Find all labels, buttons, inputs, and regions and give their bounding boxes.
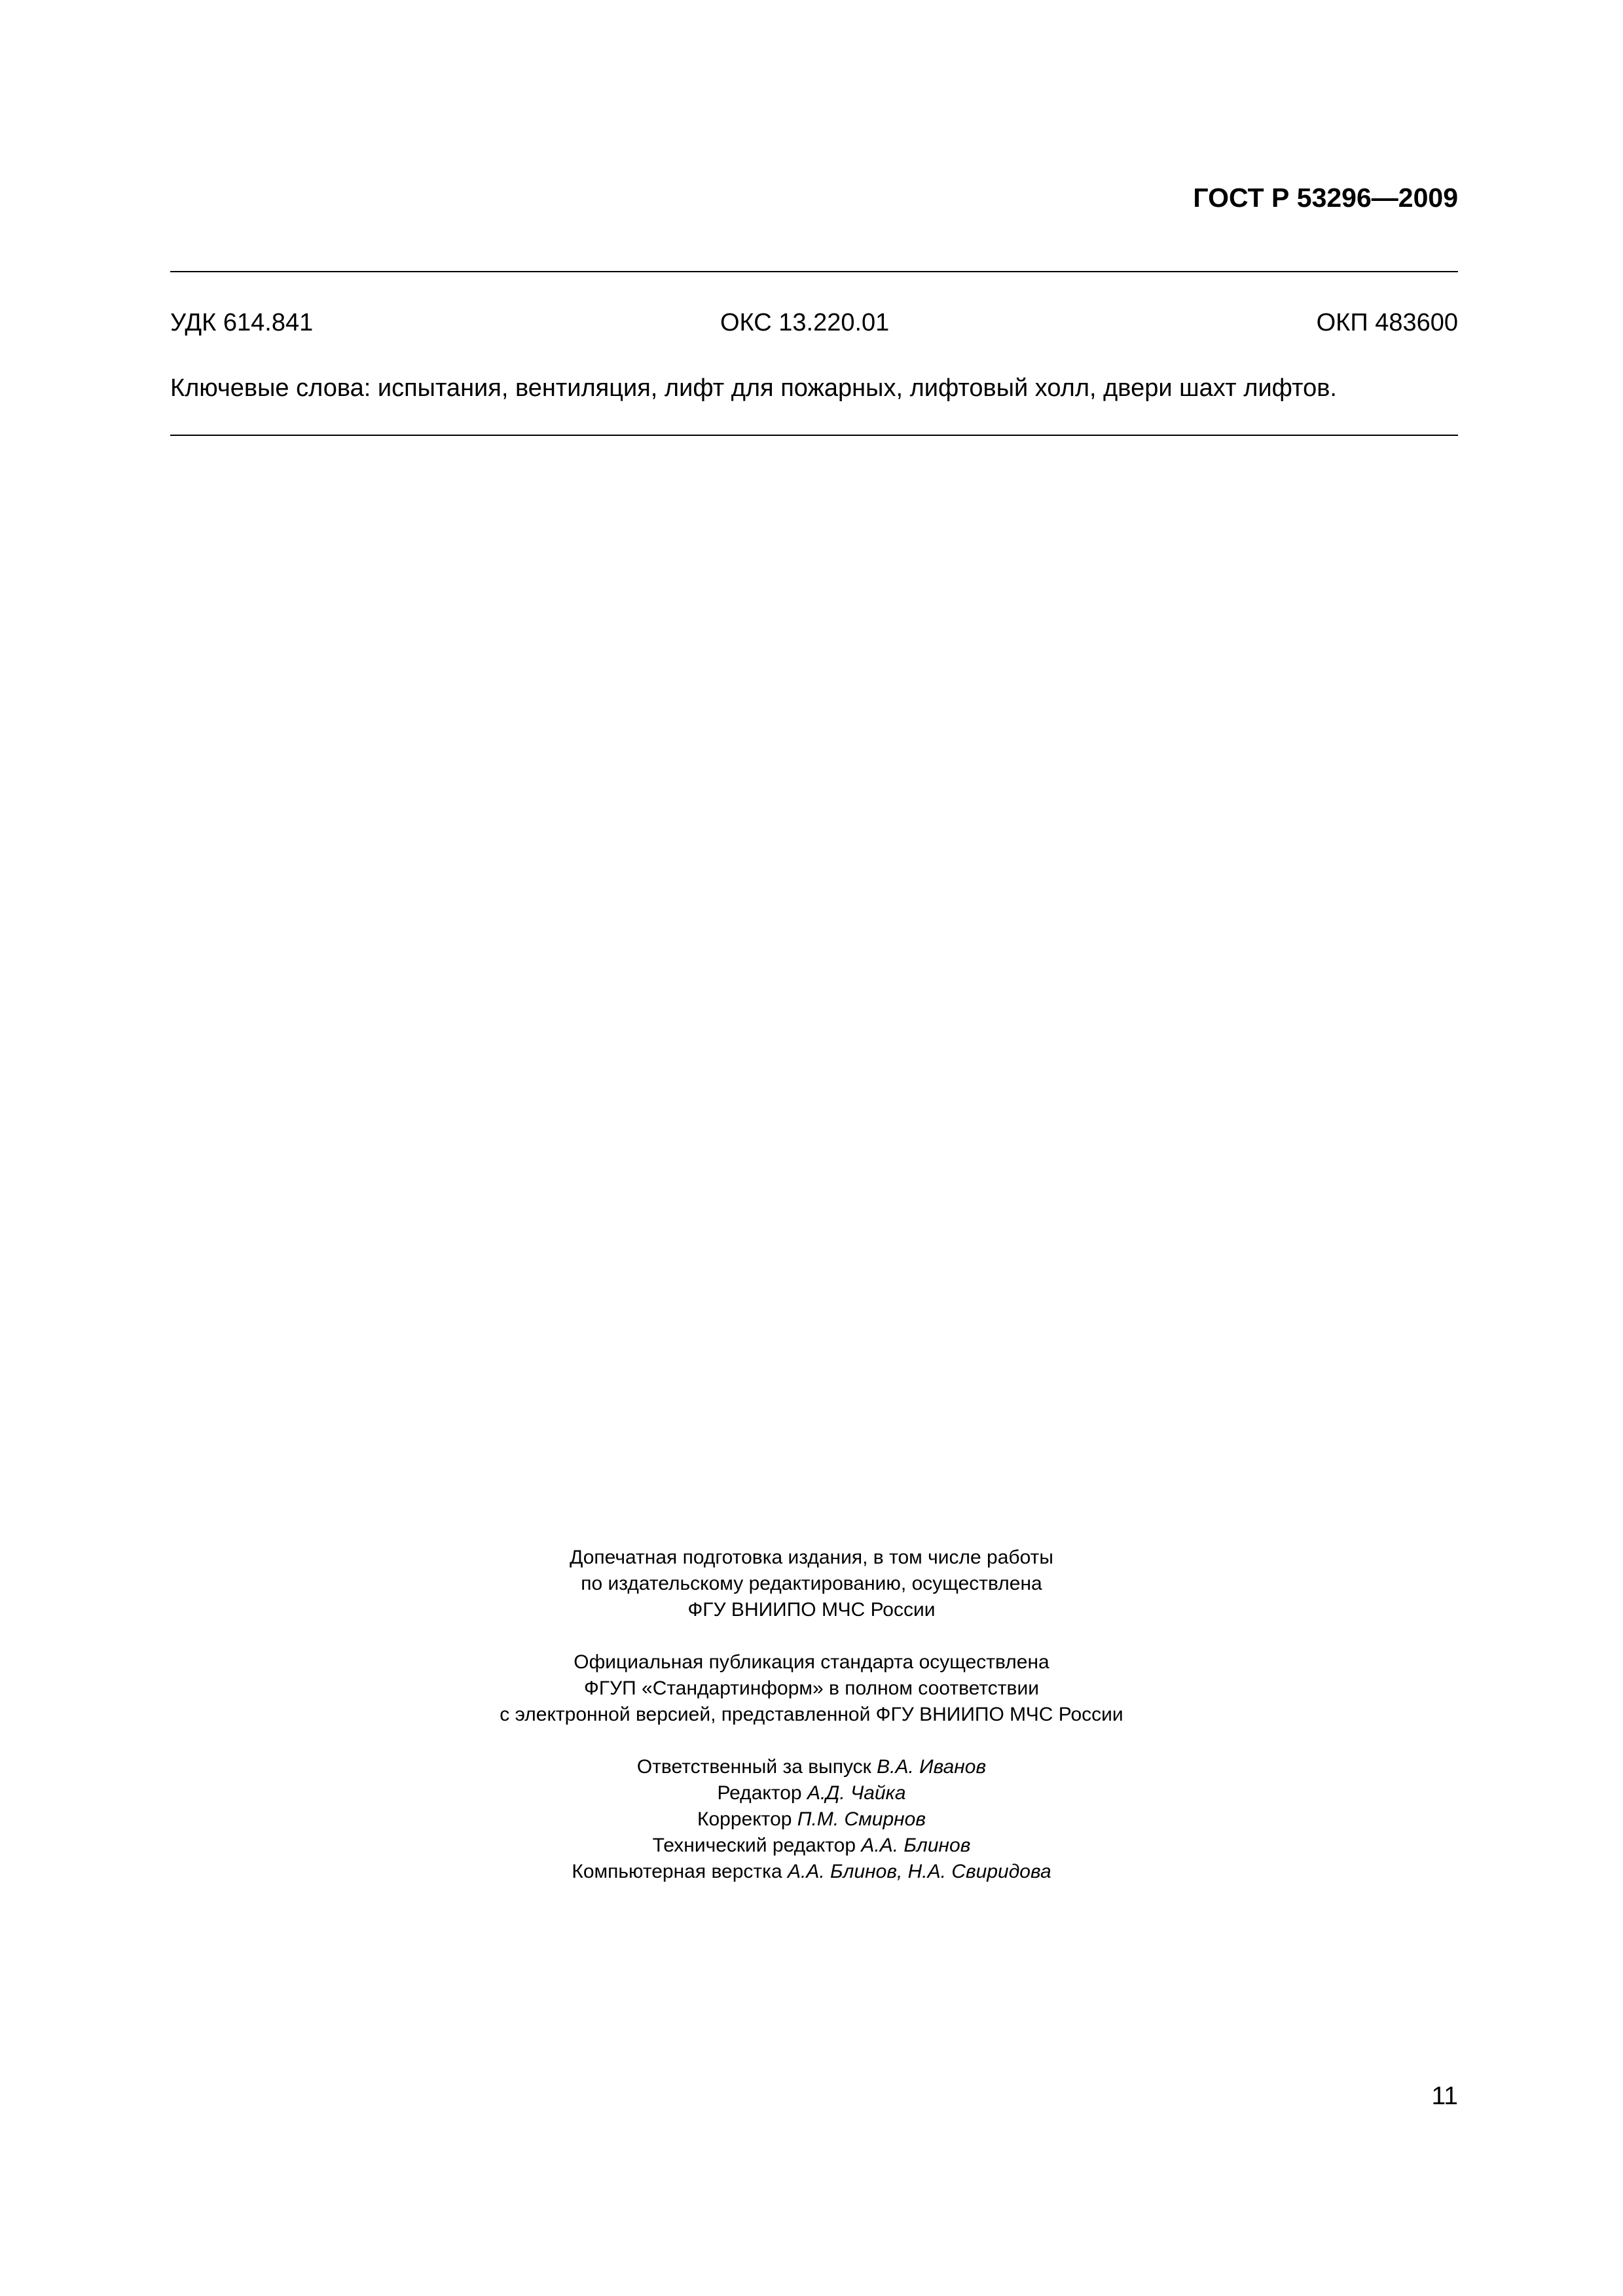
- imprint-credits-block: [0, 1754, 1623, 1885]
- imprint-line: Допечатная подготовка издания, в том числе работы: [570, 1547, 1053, 1568]
- imprint-line: ФГУ ВНИИПО МЧС России: [687, 1599, 936, 1621]
- classification-row: [170, 306, 1458, 339]
- credit-line: [0, 1754, 1623, 1780]
- keywords-line: Ключевые слова: испытания, вентиляция, лифт для пожарных, лифтовый холл, двери шахт лифтов.: [170, 374, 1337, 402]
- imprint-line: ФГУП «Стандартинформ» в полном соответствии: [584, 1677, 1039, 1699]
- imprint-section: [0, 1545, 1623, 1911]
- credit-line: [0, 1859, 1623, 1885]
- page-number: 11: [1431, 2082, 1458, 2110]
- imprint-publication-block: [0, 1649, 1623, 1728]
- credit-line: [0, 1806, 1623, 1833]
- udk-code: УДК 614.841: [170, 309, 314, 336]
- credit-role: Технический редактор: [652, 1835, 862, 1856]
- credit-name: А.А. Блинов, Н.А. Свиридова: [787, 1861, 1051, 1882]
- credit-role: Редактор: [717, 1782, 807, 1804]
- credit-name: А.Д. Чайка: [807, 1782, 906, 1804]
- imprint-line: Официальная публикация стандарта осуществлена: [574, 1651, 1049, 1673]
- credit-line: [0, 1780, 1623, 1806]
- credit-role: Корректор: [697, 1808, 797, 1830]
- credit-line: [0, 1833, 1623, 1859]
- imprint-line: по издательскому редактированию, осуществлена: [581, 1573, 1042, 1594]
- document-code: ГОСТ Р 53296—2009: [1193, 183, 1458, 213]
- credit-name: А.А. Блинов: [861, 1835, 971, 1856]
- credit-role: Компьютерная верстка: [572, 1861, 788, 1882]
- credit-name: П.М. Смирнов: [797, 1808, 926, 1830]
- imprint-line: с электронной версией, представленной ФГУ ВНИИПО МЧС России: [500, 1704, 1123, 1725]
- credit-name: В.А. Иванов: [877, 1756, 987, 1778]
- imprint-prepress-block: [0, 1545, 1623, 1623]
- oks-code: ОКС 13.220.01: [720, 309, 890, 336]
- bottom-divider: [170, 435, 1458, 436]
- top-divider: [170, 271, 1458, 272]
- okp-code: ОКП 483600: [1316, 309, 1458, 336]
- credit-role: Ответственный за выпуск: [636, 1756, 877, 1778]
